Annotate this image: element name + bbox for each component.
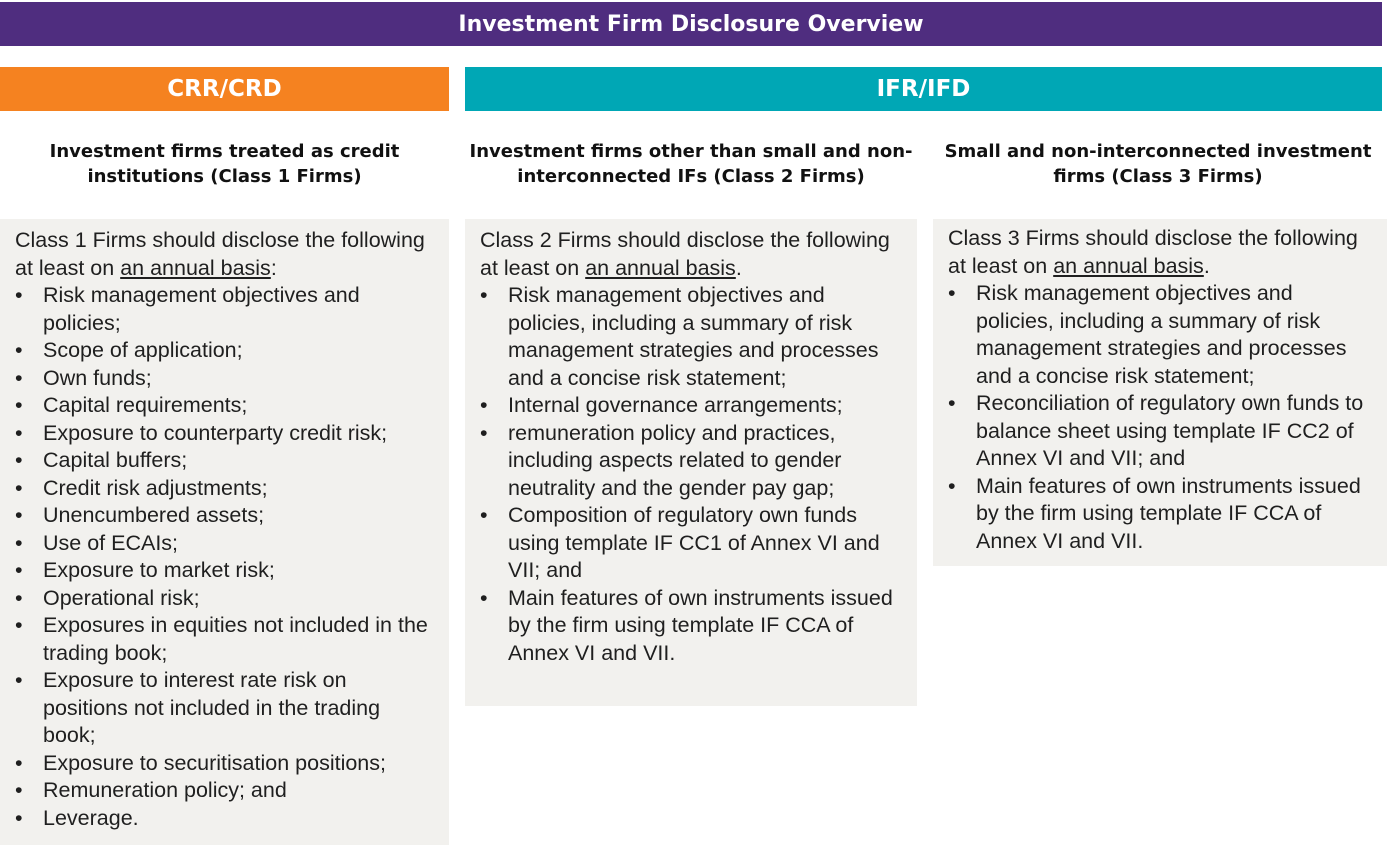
list-item: • Remuneration policy; and <box>15 777 437 805</box>
list-item: • Composition of regulatory own funds using template IF CC1 of Annex VI and VII; and <box>480 502 905 585</box>
list-item: • Risk management objectives and policies; <box>15 282 437 337</box>
list-item: • Use of ECAIs; <box>15 530 437 558</box>
list-item: • Exposures in equities not included in the trading book; <box>15 612 437 667</box>
class-1-heading: Investment firms treated as credit institutions (Class 1 Firms) <box>49 141 400 187</box>
annual-basis-text: an annual basis <box>120 255 271 280</box>
class-3-heading: Small and non-interconnected investment firms (Class 3 Firms) <box>944 141 1372 187</box>
list-item: • Risk management objectives and policies, including a summary of risk management strategies and processes and a concise risk statement; <box>480 282 905 392</box>
class-2-list <box>480 282 905 667</box>
list-item: • Main features of own instruments issued by the firm using template IF CCA of Annex VI and VII. <box>948 473 1375 556</box>
list-item: • Exposure to counterparty credit risk; <box>15 420 437 448</box>
annual-basis-text: an annual basis <box>1053 253 1204 278</box>
list-item: • Internal governance arrangements; <box>480 392 905 420</box>
class-3-list <box>948 280 1375 555</box>
list-item: • Operational risk; <box>15 585 437 613</box>
list-item: • Capital buffers; <box>15 447 437 475</box>
crr-crd-header: CRR/CRD <box>0 67 449 111</box>
list-item: • Reconciliation of regulatory own funds to balance sheet using template IF CC2 of Annex VI and VII; and <box>948 390 1375 473</box>
page-title: Investment Firm Disclosure Overview <box>0 2 1382 46</box>
ifr-ifd-header: IFR/IFD <box>465 67 1382 111</box>
class-2-intro: Class 2 Firms should disclose the following at least on an annual basis. <box>480 228 890 280</box>
class-2-panel <box>465 219 917 706</box>
list-item: • Scope of application; <box>15 337 437 365</box>
annual-basis-text: an annual basis <box>585 255 736 280</box>
list-item: • Credit risk adjustments; <box>15 475 437 503</box>
class-1-list <box>15 282 437 832</box>
list-item: • Exposure to market risk; <box>15 557 437 585</box>
list-item: • Leverage. <box>15 805 437 833</box>
list-item: • Main features of own instruments issued by the firm using template IF CCA of Annex VI and VII. <box>480 585 905 668</box>
list-item: • Capital requirements; <box>15 392 437 420</box>
list-item: • remuneration policy and practices, including aspects related to gender neutrality and the gender pay gap; <box>480 420 905 503</box>
class-3-panel <box>933 219 1387 566</box>
list-item: • Own funds; <box>15 365 437 393</box>
class-2-heading: Investment firms other than small and non-interconnected IFs (Class 2 Firms) <box>469 141 913 187</box>
class-1-intro: Class 1 Firms should disclose the following at least on an annual basis: <box>15 228 425 280</box>
list-item: • Unencumbered assets; <box>15 502 437 530</box>
list-item: • Exposure to interest rate risk on positions not included in the trading book; <box>15 667 437 750</box>
class-3-intro: Class 3 Firms should disclose the following at least on an annual basis. <box>948 226 1358 278</box>
list-item: • Risk management objectives and policies, including a summary of risk management strategies and processes and a concise risk statement; <box>948 280 1375 390</box>
list-item: • Exposure to securitisation positions; <box>15 750 437 778</box>
class-1-panel <box>0 219 449 845</box>
